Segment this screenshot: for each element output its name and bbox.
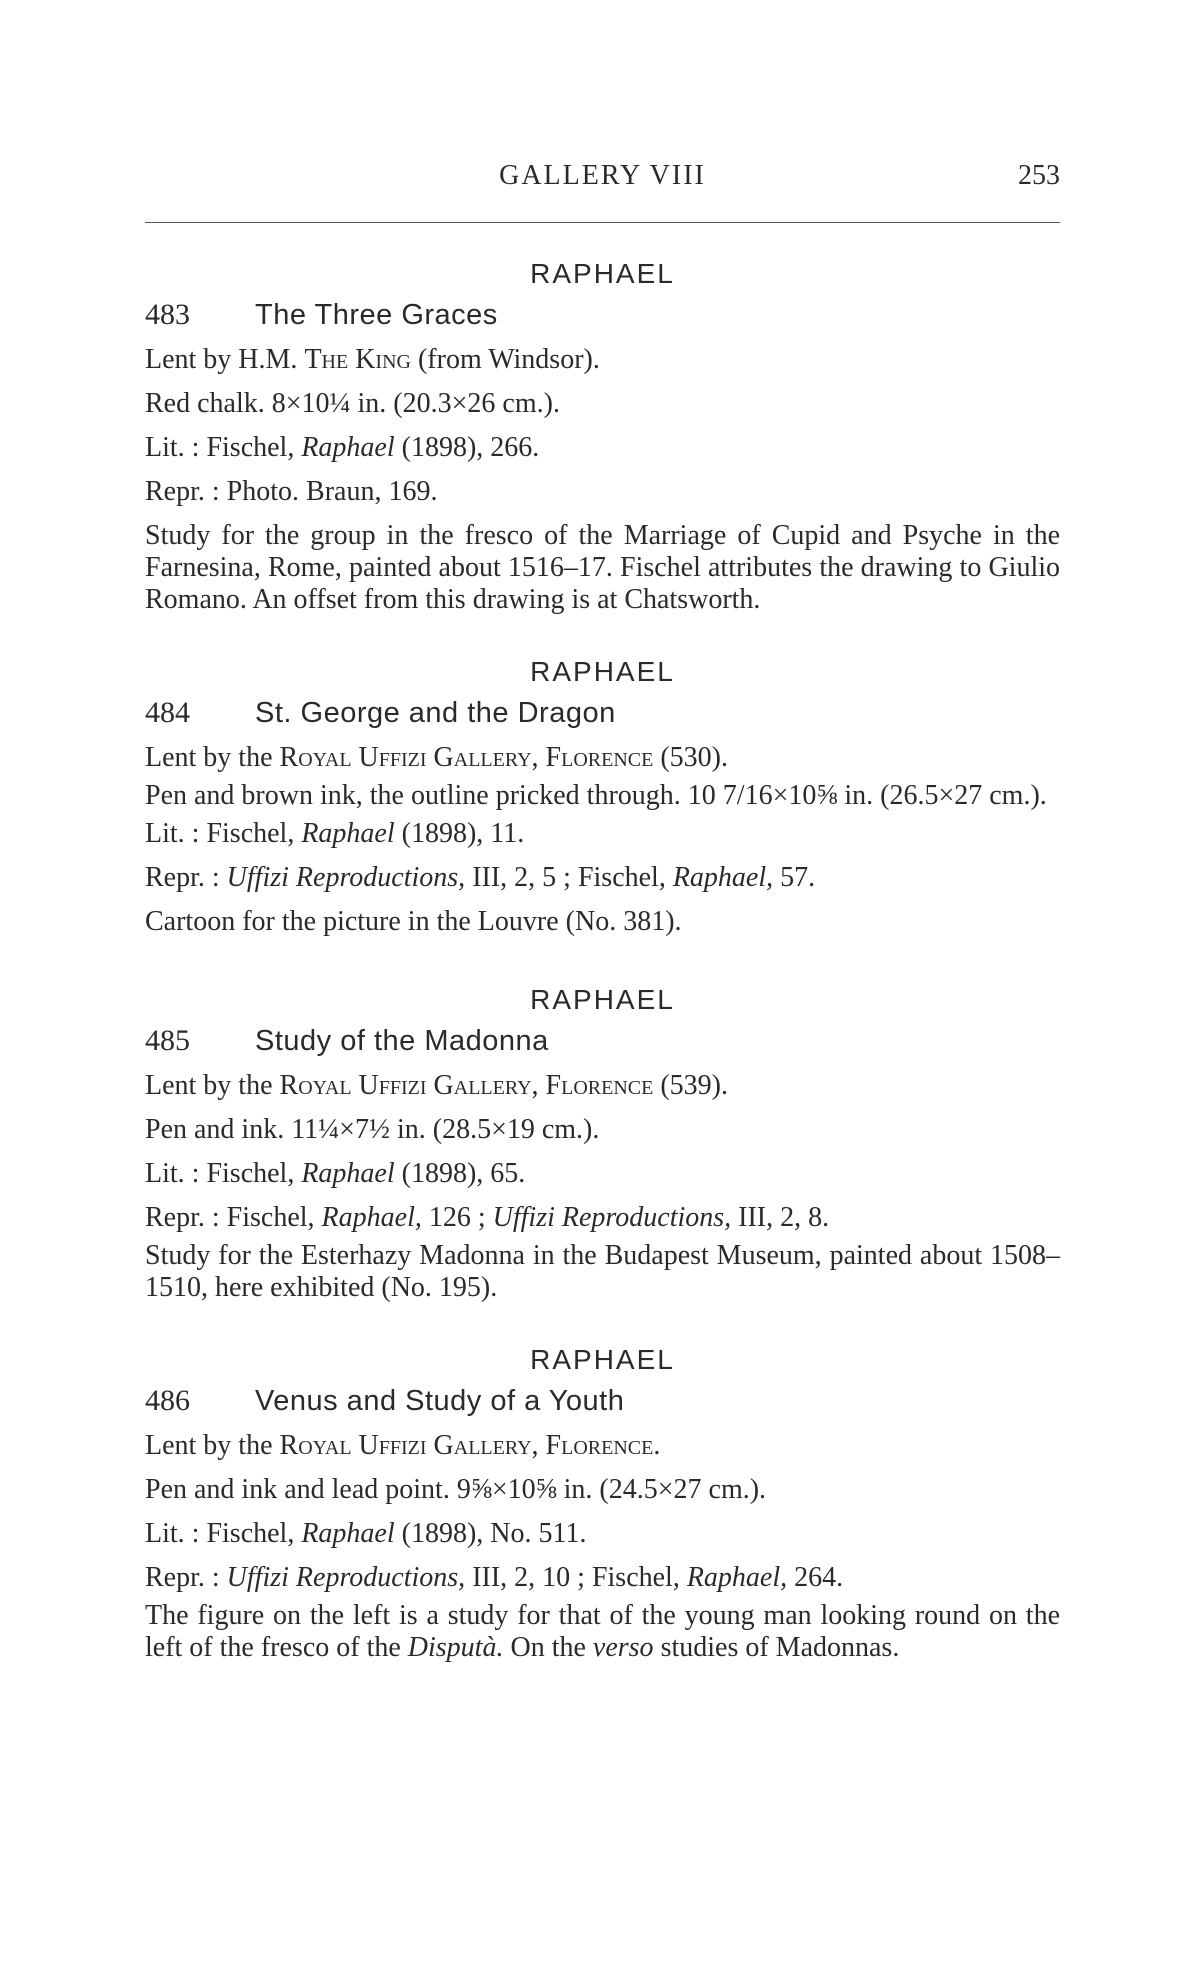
- catalogue-entries: [145, 258, 1060, 1704]
- reproduction-line: [145, 1196, 1060, 1240]
- literature-line: [145, 812, 1060, 856]
- artist-heading: RAPHAEL: [530, 258, 675, 289]
- lender-prefix: Lent by the: [145, 1430, 280, 1461]
- medium-line: Pen and ink and lead point. 9⅝×10⅝ in. (24.5×27 cm.).: [145, 1474, 767, 1505]
- reproduction-source: Raphael,: [321, 1202, 422, 1233]
- entry-title-line: [145, 1024, 1060, 1058]
- reproduction-suffix: 264.: [787, 1562, 844, 1593]
- reproduction-source-2: Raphael,: [672, 862, 774, 893]
- catalogue-entry-483: [145, 258, 1060, 616]
- literature-line: [145, 426, 1060, 470]
- reproduction-suffix: III, 2, 8.: [731, 1202, 830, 1233]
- reproduction-line: [145, 856, 1060, 900]
- reproduction-prefix: Repr. :: [145, 862, 227, 893]
- entry-title-line: [145, 298, 1060, 332]
- literature-work: Raphael: [301, 1518, 395, 1549]
- lender-line: [145, 736, 1060, 780]
- description-text: On the: [503, 1632, 593, 1663]
- lender-line: [145, 1064, 1060, 1108]
- artist-heading: RAPHAEL: [530, 984, 675, 1015]
- literature-work: Raphael: [301, 1158, 395, 1189]
- reproduction-line: Repr. : Photo. Braun, 169.: [145, 476, 438, 507]
- lender-name: The King: [304, 344, 411, 375]
- entry-description: [145, 1600, 1060, 1664]
- literature-prefix: Lit. : Fischel,: [145, 818, 302, 849]
- work-title: Venus and Study of a Youth: [255, 1385, 625, 1417]
- description-work-title: Disputà.: [407, 1632, 504, 1663]
- header-rule: [145, 222, 1060, 223]
- reproduction-source-2: Raphael,: [686, 1562, 788, 1593]
- entry-title-line: [145, 1384, 1060, 1418]
- lender-suffix: (from Windsor).: [410, 344, 600, 375]
- description-text: The figure on the left is a study for that of the young man looking round on the left of the fresco of the: [145, 1600, 1060, 1663]
- reproduction-source: Uffizi Reproductions,: [226, 1562, 466, 1593]
- reproduction-middle: 126 ;: [421, 1202, 493, 1233]
- literature-prefix: Lit. : Fischel,: [145, 1518, 302, 1549]
- reproduction-suffix: 57.: [773, 862, 816, 893]
- lender-name: Royal Uffizi Gallery, Florence: [279, 1070, 654, 1101]
- literature-line: [145, 1512, 1060, 1556]
- medium-line: Red chalk. 8×10¼ in. (20.3×26 cm.).: [145, 388, 560, 419]
- lender-prefix: Lent by the: [145, 1070, 280, 1101]
- literature-line: [145, 1152, 1060, 1196]
- catalogue-number: 485: [145, 1024, 190, 1057]
- reproduction-line: [145, 1556, 1060, 1600]
- lender-suffix: (539).: [653, 1070, 728, 1101]
- reproduction-source-2: Uffizi Reproductions,: [492, 1202, 732, 1233]
- reproduction-prefix: Repr. :: [145, 1562, 227, 1593]
- literature-prefix: Lit. : Fischel,: [145, 1158, 302, 1189]
- entry-description: Study for the group in the fresco of the Marriage of Cupid and Psyche in the Farnesina, Rome, painted about 1516–17. Fischel attributes the drawing to Giulio Romano. An offset from this drawing is at Chatsworth.: [145, 520, 1060, 615]
- literature-suffix: (1898), 266.: [394, 432, 540, 463]
- catalogue-entry-484: [145, 656, 1060, 944]
- description-text: studies of Madonnas.: [653, 1632, 900, 1663]
- running-head: GALLERY VIII: [499, 160, 706, 191]
- medium-line: Pen and ink. 11¼×7½ in. (28.5×19 cm.).: [145, 1114, 600, 1145]
- work-title: The Three Graces: [255, 299, 498, 331]
- medium-line: Pen and brown ink, the outline pricked through. 10 7/16×10⅝ in. (26.5×27 cm.).: [145, 780, 1047, 811]
- catalogue-number: 486: [145, 1384, 190, 1417]
- artist-heading: RAPHAEL: [530, 1344, 675, 1375]
- lender-suffix: (530).: [653, 742, 728, 773]
- literature-suffix: (1898), 11.: [394, 818, 525, 849]
- reproduction-prefix: Repr. : Fischel,: [145, 1202, 322, 1233]
- lender-name: Royal Uffizi Gallery, Florence: [279, 742, 654, 773]
- literature-suffix: (1898), 65.: [394, 1158, 526, 1189]
- reproduction-middle: III, 2, 10 ; Fischel,: [465, 1562, 687, 1593]
- literature-work: Raphael: [301, 818, 395, 849]
- reproduction-source: Uffizi Reproductions,: [226, 862, 466, 893]
- entry-description: Study for the Esterhazy Madonna in the Budapest Museum, painted about 1508–1510, here exhibited (No. 195).: [145, 1240, 1060, 1303]
- literature-work: Raphael: [301, 432, 395, 463]
- lender-line: [145, 338, 1060, 382]
- lender-line: [145, 1424, 1060, 1468]
- page-number: 253: [1018, 160, 1060, 191]
- entry-title-line: [145, 696, 1060, 730]
- lender-name: Royal Uffizi Gallery, Florence.: [279, 1430, 661, 1461]
- artist-heading: RAPHAEL: [530, 656, 675, 687]
- catalogue-entry-486: [145, 1344, 1060, 1664]
- entry-description: Cartoon for the picture in the Louvre (No. 381).: [145, 906, 682, 937]
- catalogue-number: 484: [145, 696, 190, 729]
- work-title: St. George and the Dragon: [255, 697, 616, 729]
- catalogue-entry-485: [145, 984, 1060, 1304]
- catalogue-number: 483: [145, 298, 190, 331]
- lender-prefix: Lent by the: [145, 742, 280, 773]
- literature-prefix: Lit. : Fischel,: [145, 432, 302, 463]
- literature-suffix: (1898), No. 511.: [394, 1518, 587, 1549]
- lender-prefix: Lent by H.M.: [145, 344, 305, 375]
- reproduction-middle: III, 2, 5 ; Fischel,: [465, 862, 673, 893]
- description-verso: verso: [592, 1632, 654, 1663]
- work-title: Study of the Madonna: [255, 1025, 549, 1057]
